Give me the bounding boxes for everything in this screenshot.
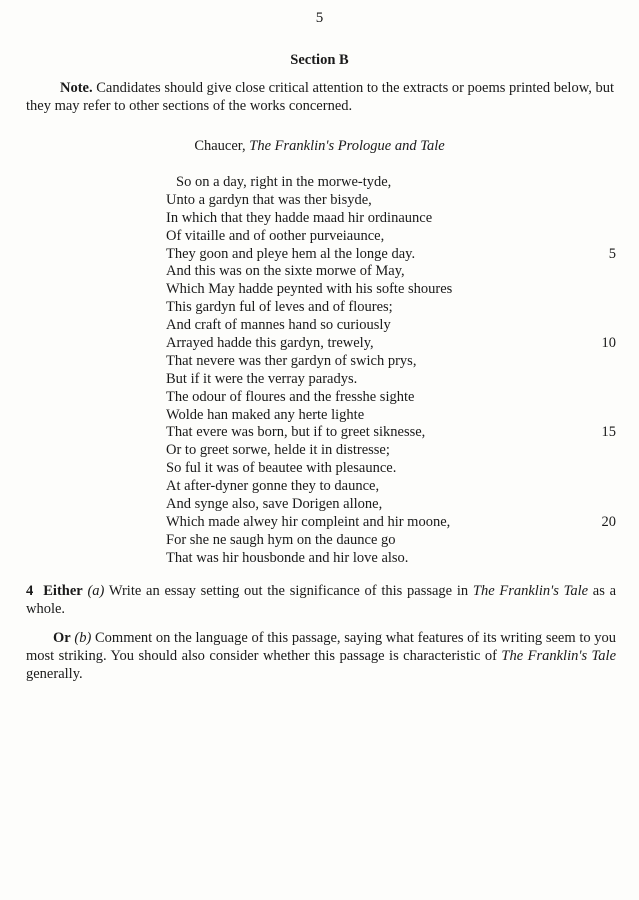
poem-line-text: In which that they hadde maad hir ordinaunce bbox=[166, 209, 433, 226]
part-a-work: The Franklin's Tale bbox=[472, 583, 589, 599]
poem-line-text: That evere was born, but if to greet siknesse, bbox=[166, 424, 426, 441]
line-number: 10 bbox=[601, 335, 616, 352]
poem-line-text: Wolde han maked any herte lighte bbox=[166, 406, 365, 423]
poem-line bbox=[166, 371, 622, 389]
note-paragraph bbox=[26, 79, 614, 115]
poem-line bbox=[166, 263, 622, 281]
line-number: 5 bbox=[608, 245, 616, 262]
part-a-text-after: as a whole. bbox=[26, 583, 617, 617]
poem-line-text: The odour of floures and the fresshe sighte bbox=[166, 388, 415, 405]
poem-line-text: They goon and pleye hem al the longe day. bbox=[166, 245, 416, 262]
poem-line bbox=[166, 317, 622, 335]
either-label: Either bbox=[43, 583, 83, 599]
poem-line bbox=[166, 389, 622, 407]
note-lead: Note. bbox=[60, 80, 93, 96]
poem-line bbox=[166, 407, 622, 425]
poem-line-text: And craft of mannes hand so curiously bbox=[166, 317, 391, 334]
or-label: Or bbox=[53, 630, 71, 646]
poem-line bbox=[166, 532, 622, 550]
poem-line-text: But if it were the verray paradys. bbox=[166, 370, 358, 387]
poem-line bbox=[166, 442, 622, 460]
poem-line bbox=[166, 246, 622, 264]
poem-line bbox=[166, 335, 622, 353]
poem-line bbox=[166, 210, 622, 228]
poem-line bbox=[166, 353, 622, 371]
page-number: 5 bbox=[315, 10, 324, 26]
poem-line-text: Of vitaille and of oother purveiaunce, bbox=[166, 227, 385, 244]
part-a-label: (a) bbox=[87, 583, 105, 599]
question-number: 4 bbox=[26, 583, 34, 599]
section-title: Section B bbox=[290, 52, 349, 68]
poem-line-text: At after-dyner gonne they to daunce, bbox=[166, 478, 380, 495]
poem-line-text: That nevere was ther gardyn of swich prys, bbox=[166, 352, 417, 369]
line-number: 20 bbox=[601, 513, 616, 530]
poem-line-text: Arrayed hadde this gardyn, trewely, bbox=[166, 335, 374, 352]
question-4-part-a bbox=[26, 582, 616, 618]
poem-line bbox=[166, 514, 622, 532]
poem-line-text: So ful it was of beautee with plesaunce. bbox=[166, 460, 397, 477]
poem-line-text: Which made alwey hir compleint and hir moone, bbox=[166, 513, 451, 530]
part-a-text-before: Write an essay setting out the significance of this passage in bbox=[108, 583, 469, 599]
poem-line bbox=[166, 496, 622, 514]
poem-line-text: Or to greet sorwe, helde it in distresse; bbox=[166, 442, 390, 459]
note-text: Candidates should give close critical attention to the extracts or poems printed below, but they may refer to other sections of the works concerned. bbox=[26, 80, 615, 114]
poem-line-text: Which May hadde peynted with his softe shoures bbox=[166, 281, 453, 298]
poem-line-text: For she ne saugh hym on the daunce go bbox=[166, 531, 396, 548]
part-b-work: The Franklin's Tale bbox=[501, 648, 617, 664]
question-4-part-b bbox=[26, 629, 616, 683]
poem-line bbox=[166, 299, 622, 317]
poem-line bbox=[166, 281, 622, 299]
poem-line-text: And this was on the sixte morwe of May, bbox=[166, 263, 405, 280]
poem-line bbox=[166, 192, 622, 210]
extract-work: The Franklin's Prologue and Tale bbox=[249, 138, 445, 154]
poem-line bbox=[166, 460, 622, 478]
poem-line-text: This gardyn ful of leves and of floures; bbox=[166, 299, 393, 316]
poem-line-text: So on a day, right in the morwe-tyde, bbox=[176, 174, 392, 190]
poem-line bbox=[166, 424, 622, 442]
line-number: 15 bbox=[601, 424, 616, 441]
poem-extract bbox=[166, 174, 622, 568]
poem-line bbox=[166, 478, 622, 496]
poem-line bbox=[166, 228, 622, 246]
part-b-text-after: generally. bbox=[26, 666, 83, 682]
part-b-text-before: Comment on the language of this passage, saying what features of its writing seem to you most striking. You should also consider whether this passage is characteristic of bbox=[26, 630, 617, 664]
part-b-label: (b) bbox=[74, 630, 92, 646]
extract-author: Chaucer, bbox=[194, 138, 246, 154]
poem-line-text: Unto a gardyn that was ther bisyde, bbox=[166, 191, 372, 208]
poem-line-text: And synge also, save Dorigen allone, bbox=[166, 496, 383, 513]
poem-line-text: That was hir housbonde and hir love also. bbox=[166, 549, 409, 566]
extract-title bbox=[0, 138, 639, 155]
poem-line bbox=[166, 550, 622, 568]
poem-line bbox=[166, 174, 622, 192]
